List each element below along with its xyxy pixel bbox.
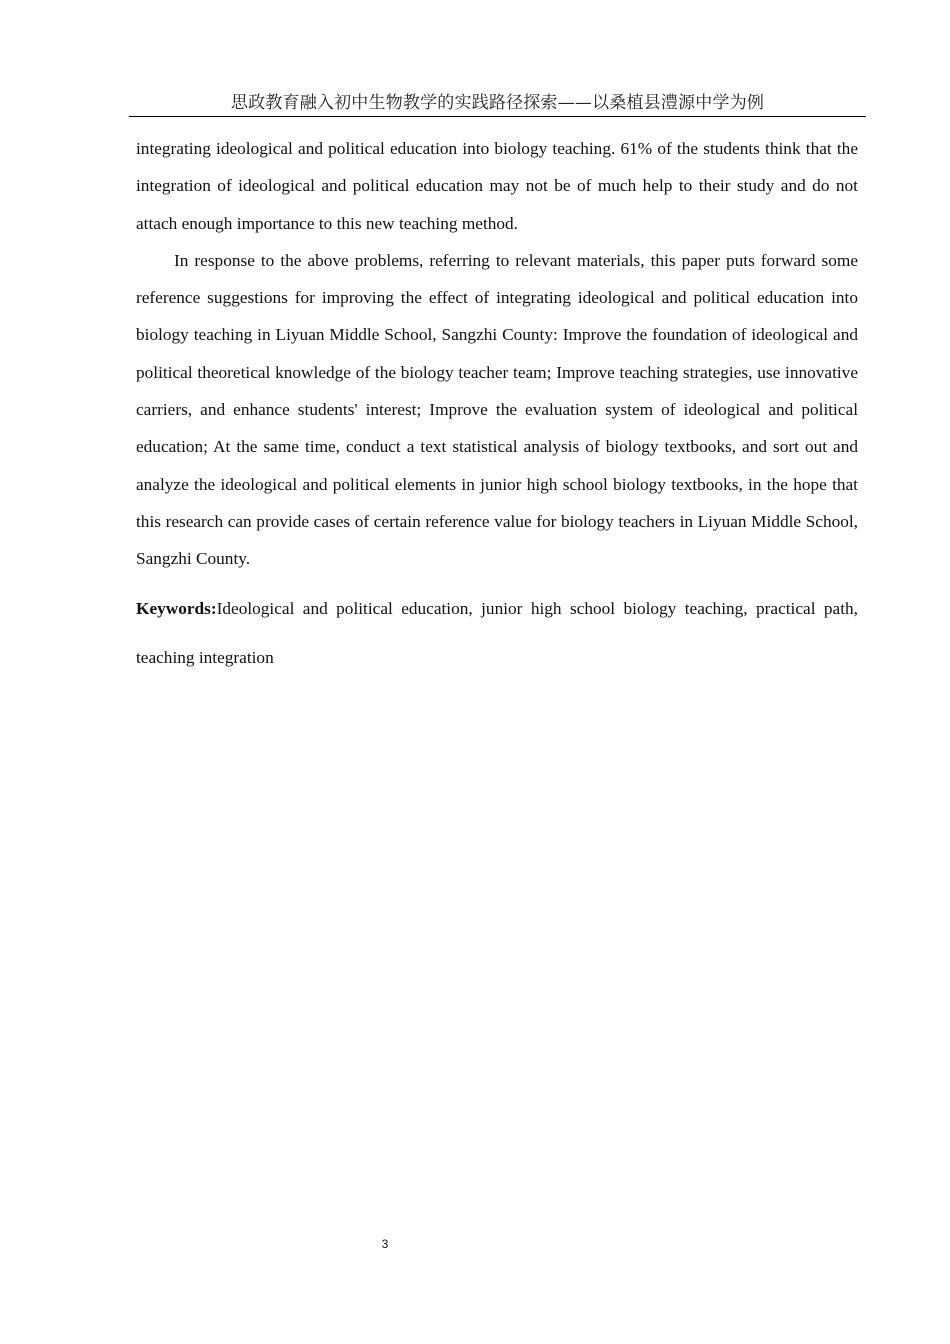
keywords-text: Ideological and political education, junior high school biology teaching, practical path, teaching integration [136,598,858,667]
abstract-paragraph-suggestions: In response to the above problems, referring to relevant materials, this paper puts forward some reference suggestions for improving the effect of integrating ideological and political education into biology teaching in Liyuan Middle School, Sangzhi County: Improve the foundation of ideological and political theoretical knowledge of the biology teacher team; Improve teaching strategies, use innovative carriers, and enhance students' interest; Improve the evaluation system of ideological and political education; At the same time, conduct a text statistical analysis of biology textbooks, and sort out and analyze the ideological and political elements in junior high school biology textbooks, in the hope that this research can provide cases of certain reference value for biology teachers in Liyuan Middle School, Sangzhi County. [136,250,858,569]
keywords-line [136,584,858,682]
page-number: 3 [381,1237,389,1251]
abstract-body [136,130,858,682]
abstract-paragraph-continued: integrating ideological and political education into biology teaching. 61% of the students think that the integration of ideological and political education may not be of much help to their study and do not attach enough importance to this new teaching method. [136,139,858,233]
keywords-label: Keywords: [136,598,217,618]
running-header [129,90,866,117]
running-header-title: 思政教育融入初中生物教学的实践路径探索——以桑植县澧源中学为例 [230,93,765,113]
